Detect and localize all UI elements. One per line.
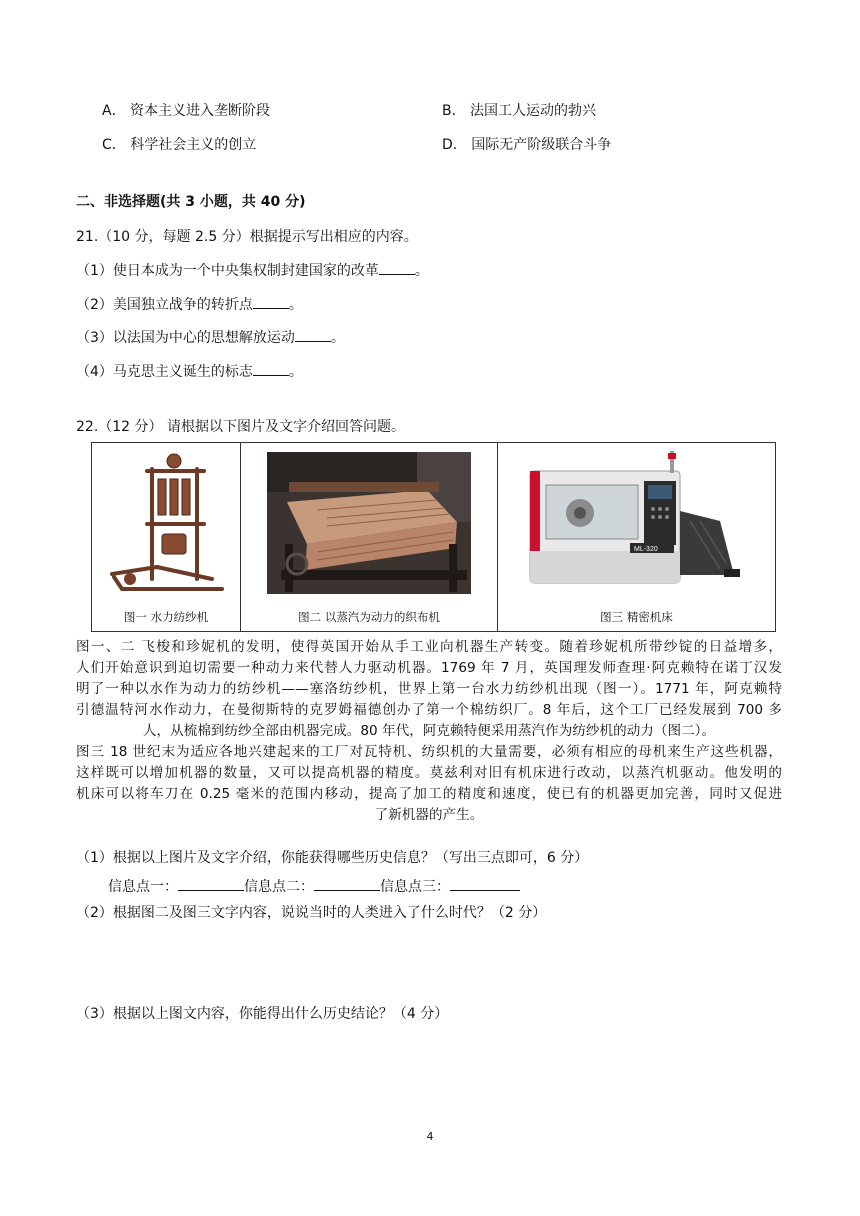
passage-line: 了新机器的产生。: [374, 807, 484, 823]
q21-stem: 21.（10 分，每题 2.5 分）根据提示写出相应的内容。: [76, 229, 418, 245]
passage-line: 这样既可以增加机器的数量，又可以提高机器的精度。莫兹利对旧有机床进行改动，以蒸汽机驱动。他发明的: [76, 765, 782, 781]
answer-blank: [379, 260, 415, 275]
option-b: B． 法国工人运动的勃兴: [442, 103, 597, 119]
answer-blank: [314, 876, 380, 891]
answer-blank: [295, 327, 331, 342]
option-c: C． 科学社会主义的创立: [102, 137, 257, 153]
passage-line: 图三 18 世纪末为适应各地兴建起来的工厂对瓦特机、纺织机的大量需要，必须有相应的母机来生产这些机器，: [76, 744, 782, 760]
figure-table: [91, 442, 776, 632]
answer-blank: [253, 361, 289, 376]
option-d: D． 国际无产阶级联合斗争: [442, 137, 612, 153]
q21-item-4: （4）马克思主义诞生的标志 。: [76, 361, 303, 382]
passage-line: 图一、二 飞梭和珍妮机的发明，使得英国开始从手工业向机器生产转变。随着珍妮机所带纱锭的日益增多，: [76, 639, 782, 655]
q21-item-1: （1）使日本成为一个中央集权制封建国家的改革 。: [76, 260, 429, 281]
passage-line: 人，从梳棉到纺纱全部由机器完成。80 年代，阿克赖特便采用蒸汽作为纺纱机的动力（图二）。: [142, 723, 716, 739]
figure-3-caption: 图三 精密机床: [600, 610, 673, 624]
water-frame-image: [92, 449, 240, 609]
q22-sub-1: （1）根据以上图片及文字介绍，你能获得哪些历史信息？（写出三点即可，6 分）: [76, 850, 589, 866]
passage-2: [76, 742, 782, 826]
machine-model-label: ML-320: [634, 546, 658, 553]
q22-info-points: 信息点一： 信息点二： 信息点三：: [108, 876, 520, 897]
figure-2-caption: 图二 以蒸汽为动力的织布机: [298, 610, 440, 624]
steam-loom-image: [267, 452, 471, 594]
section-heading: 二、非选择题(共 3 小题，共 40 分): [76, 194, 306, 210]
passage-line: 人们开始意识到迫切需要一种动力来代替人力驱动机器。1769 年 7 月，英国理发师查理·阿克赖特在诺丁汉发: [76, 660, 782, 676]
answer-blank: [450, 876, 520, 891]
passage-line: 引德温特河水作动力，在曼彻斯特的克罗姆福德创办了第一个棉纺织厂。8 年后，这个工厂已经发展到 700 多: [76, 702, 782, 718]
option-a: A． 资本主义进入垄断阶段: [102, 103, 271, 119]
answer-blank: [178, 876, 244, 891]
q22-sub-3: （3）根据以上图文内容，你能得出什么历史结论？（4 分）: [76, 1006, 449, 1022]
precision-lathe-image: [520, 451, 760, 593]
answer-blank: [253, 294, 289, 309]
q22-sub-2: （2）根据图二及图三文字内容，说说当时的人类进入了什么时代？（2 分）: [76, 905, 547, 921]
q21-item-2: （2）美国独立战争的转折点 。: [76, 294, 303, 315]
passage-line: 明了一种以水作为动力的纺纱机——塞洛纺纱机，世界上第一台水力纺纱机出现（图一）。1771 年，阿克赖特: [76, 681, 782, 697]
figure-2-cell: [241, 443, 498, 632]
passage-1: [76, 637, 782, 742]
q22-stem: 22.（12 分） 请根据以下图片及文字介绍回答问题。: [76, 419, 405, 435]
q21-item-3: （3）以法国为中心的思想解放运动 。: [76, 327, 345, 348]
figure-3-cell: [498, 443, 776, 632]
passage-line: 机床可以将车刀在 0.25 毫米的范围内移动，提高了加工的精度和速度，使已有的机器更加完善，同时又促进: [76, 786, 782, 802]
page-number: 4: [426, 1130, 434, 1143]
figure-1-cell: [92, 443, 241, 632]
figure-1-caption: 图一 水力纺纱机: [123, 610, 209, 624]
